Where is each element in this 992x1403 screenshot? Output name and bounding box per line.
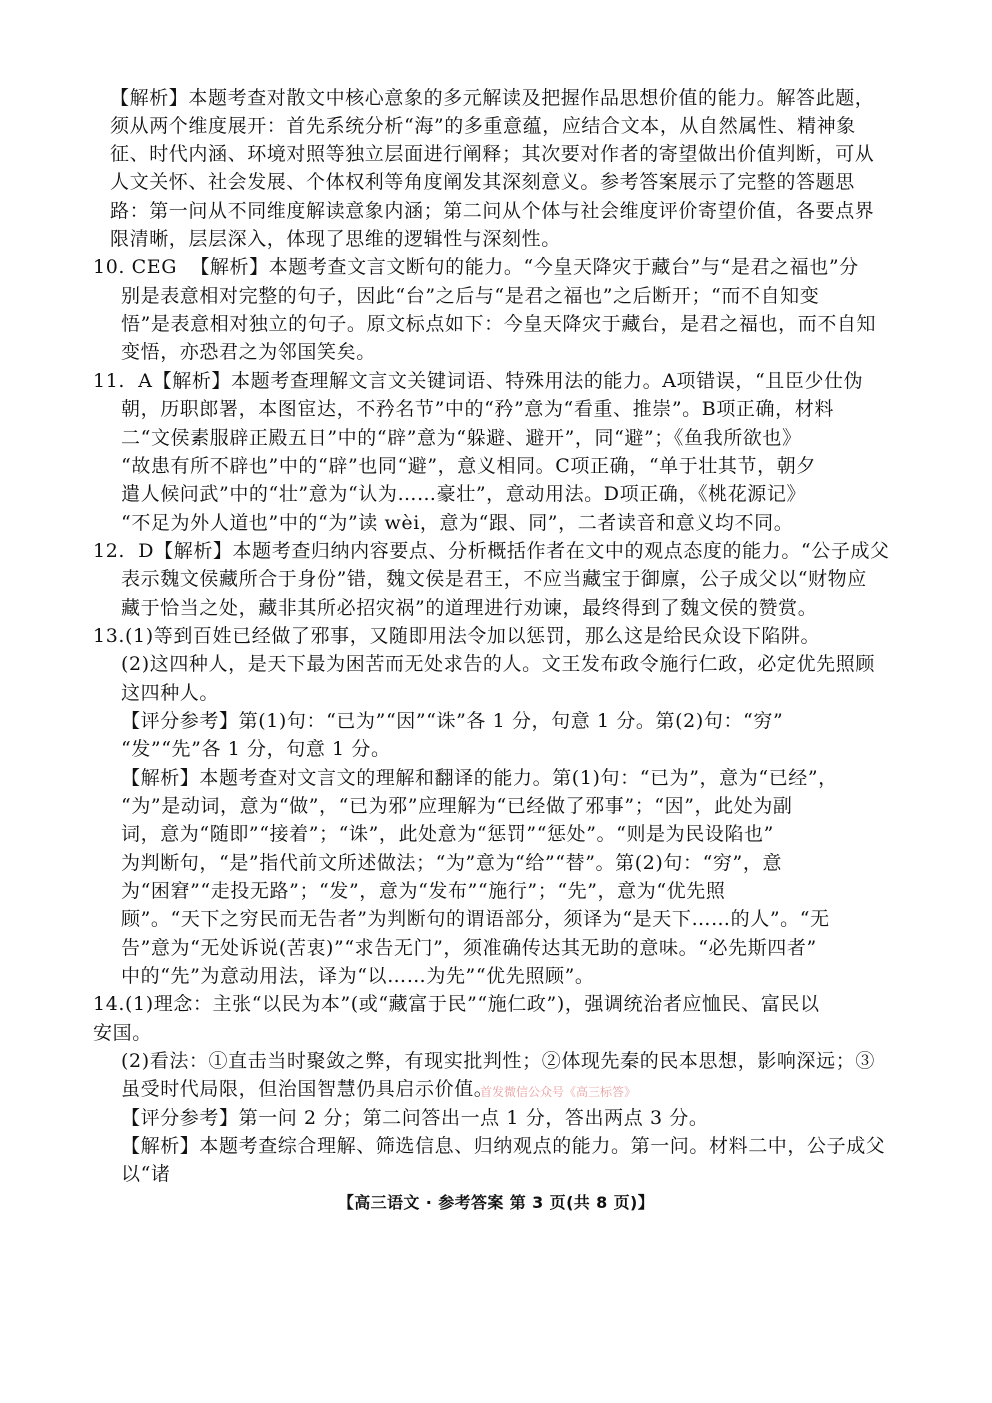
text-line: 路：第一问从不同维度解读意象内涵；第二问从个体与社会维度评价寄望价值，各要点界 <box>110 200 875 222</box>
text-line: 词，意为“随即”“接着”；“诛”，此处意为“惩罚”“惩处”。“则是为民设陷也” <box>121 823 774 845</box>
text-line: 11. A【解析】本题考查理解文言文关键词语、特殊用法的能力。A项错误，“且臣少仕伪 <box>93 370 864 392</box>
text-line: 13.(1)等到百姓已经做了邪事，又随即用法令加以惩罚，那么这是给民众设下陷阱。 <box>93 625 821 647</box>
text-line: (2)看法：①直击当时聚敛之弊，有现实批判性；②体现先秦的民本思想，影响深远；③ <box>121 1050 875 1072</box>
text-line: 为判断句，“是”指代前文所述做法；“为”意为“给”“替”。第(2)句：“穷”，意 <box>121 852 783 874</box>
text-line: 安国。 <box>93 1022 152 1044</box>
text-line: “为”是动词，意为“做”，“已为邪”应理解为“已经做了邪事”；“因”，此处为副 <box>121 795 793 817</box>
text-line: 【解析】本题考查对文言文的理解和翻译的能力。第(1)句：“已为”，意为“已经”， <box>121 767 838 789</box>
text-line: 悟”是表意相对独立的句子。原文标点如下：今皇天降灾于藏台，是君之福也，而不自知 <box>121 313 877 335</box>
text-line: 限清晰，层层深入，体现了思维的逻辑性与深刻性。 <box>110 228 561 250</box>
text-line: 10. CEG 【解析】本题考查文言文断句的能力。“今皇天降灾于藏台”与“是君之福也”分 <box>93 256 859 278</box>
watermark: 首发微信公众号《高三标答》 <box>480 1085 637 1099</box>
text-line: 变悟，亦恐君之为邻国笑矣。 <box>121 341 376 363</box>
text-line: 12. D【解析】本题考查归纳内容要点、分析概括作者在文中的观点态度的能力。“公子成父 <box>93 540 890 562</box>
text-line: 二“文侯素服辟正殿五日”中的“辟”意为“躲避、避开”，同“避”；《鱼我所欲也》 <box>121 427 802 449</box>
text-line: 遣人候问武”中的“壮”意为“认为……豪壮”，意动用法。D项正确，《桃花源记》 <box>121 483 807 505</box>
text-line: 虽受时代局限，但治国智慧仍具启示价值。 <box>121 1078 494 1100</box>
text-line: 为“困窘”“走投无路”；“发”，意为“发布”“施行”；“先”，意为“优先照 <box>121 880 726 902</box>
text-line: 顾”。“天下之穷民而无告者”为判断句的谓语部分，须译为“是天下……的人”。“无 <box>121 908 830 930</box>
text-line: 表示魏文侯藏所合于身份”错，魏文侯是君王，不应当藏宝于御廪，公子成父以“财物应 <box>121 568 867 590</box>
text-line: “发”“先”各 1 分，句意 1 分。 <box>121 738 391 760</box>
text-line: 中的“先”为意动用法，译为“以……为先”“优先照顾”。 <box>121 965 595 987</box>
text-line: 征、时代内涵、环境对照等独立层面进行阐释；其次要对作者的寄望做出价值判断，可从 <box>110 143 875 165</box>
text-line: 【评分参考】第(1)句：“已为”“因”“诛”各 1 分，句意 1 分。第(2)句：“穷” <box>121 710 784 732</box>
page-footer: 【高三语文 · 参考答案 第 3 页(共 8 页)】 <box>337 1193 655 1212</box>
text-line: 须从两个维度展开：首先系统分析“海”的多重意蕴，应结合文本，从自然属性、精神象 <box>110 115 856 137</box>
text-line: “不足为外人道也”中的“为”读 wèi，意为“跟、同”，二者读音和意义均不同。 <box>121 512 794 534</box>
text-line: 以“诸 <box>121 1163 171 1185</box>
text-line: 告”意为“无处诉说(苦衷)”“求告无门”，须准确传达其无助的意味。“必先斯四者” <box>121 937 817 959</box>
text-line: 别是表意相对完整的句子，因此“台”之后与“是君之福也”之后断开；“而不自知变 <box>121 285 820 307</box>
text-line: 【解析】本题考查综合理解、筛选信息、归纳观点的能力。第一问。材料二中，公子成父 <box>121 1135 886 1157</box>
text-line: 【解析】本题考查对散文中核心意象的多元解读及把握作品思想价值的能力。解答此题， <box>110 87 875 109</box>
text-line: 这四种人。 <box>121 682 220 704</box>
text-line: 人文关怀、社会发展、个体权利等角度阐发其深刻意义。参考答案展示了完整的答题思 <box>110 171 855 193</box>
text-line: 朝，历职郎署，本图宦达，不矜名节”中的“矜”意为“看重、推崇”。B项正确，材料 <box>121 398 834 420</box>
text-line: “故患有所不辟也”中的“辟”也同“避”，意义相同。C项正确，“单于壮其节，朝夕 <box>121 455 816 477</box>
text-line: 藏于恰当之处，藏非其所必招灾祸”的道理进行劝谏，最终得到了魏文侯的赞赏。 <box>121 597 818 619</box>
text-line: 【评分参考】第一问 2 分；第二问答出一点 1 分，答出两点 3 分。 <box>121 1107 709 1129</box>
text-line: 14.(1)理念：主张“以民为本”(或“藏富于民”“施仁政”)，强调统治者应恤民、富民以 <box>93 993 820 1015</box>
text-line: (2)这四种人，是天下最为困苦而无处求告的人。文王发布政令施行仁政，必定优先照顾 <box>121 653 875 675</box>
